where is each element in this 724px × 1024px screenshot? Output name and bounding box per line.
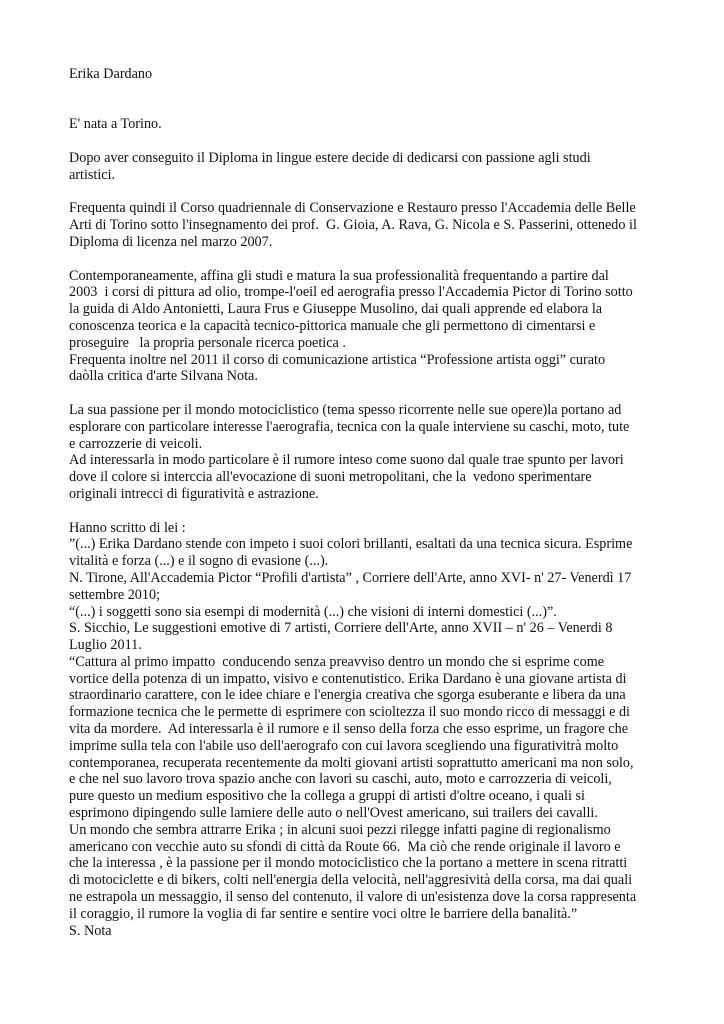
spacer <box>69 100 669 117</box>
text-line: Frequenta quindi il Corso quadriennale di Conservazione e Restauro presso l'Accademia delle Belle <box>69 200 636 217</box>
text-line: Contemporaneamente, affina gli studi e matura la sua professionalità frequentando a partire dal <box>69 267 609 284</box>
text-line: vortice della potenza di un impatto, visivo e contenutistico. Erika Dardano è una giovane artista di <box>69 670 627 687</box>
text-line: il coraggio, il rumore la voglia di far sentire e sentire voci oltre le barriere della banalità.” <box>69 905 578 922</box>
text-line: S. Sicchio, Le suggestioni emotive di 7 artisti, Corriere dell'Arte, anno XVII – n' 26 – Venerdi 8 <box>69 620 613 637</box>
text-line: formazione tecnica che le permette di esprimere con scioltezza il suo mondo ricco di messaggi e di <box>69 704 630 721</box>
spacer <box>69 503 669 520</box>
text-line: Ad interessarla in modo particolare è il rumore inteso come suono dal quale trae spunto per lavori <box>69 452 624 469</box>
paragraph-critica <box>69 520 669 940</box>
spacer <box>69 385 669 402</box>
spacer <box>69 251 669 268</box>
text-line: imprime sulla tela con l'abile uso dell'aerografo con cui lavora scegliendo una figurativitrà molto <box>69 737 619 754</box>
paragraph-passione <box>69 402 669 503</box>
text-line: Hanno scritto di lei : <box>69 519 186 536</box>
text-line: la guida di Aldo Antonietti, Laura Frus e Giuseppe Musolino, dai quali apprende ed elabora la <box>69 301 603 318</box>
text-line: e carrozzerie di veicoli. <box>69 435 203 452</box>
text-line: esprimono dipingendo sulle lamiere delle auto o nell'Ovest americano, sui trailers dei cavalli. <box>69 805 598 822</box>
paragraph-birth: E' nata a Torino. <box>69 116 162 133</box>
text-line: Arti di Torino sotto l'insegnamento dei prof. G. Gioia, A. Rava, G. Nicola e S. Passerini, ottenedo il <box>69 217 637 234</box>
text-line: “Cattura al primo impatto conducendo senza preavviso dentro un mondo che si esprime come <box>69 653 605 670</box>
paragraph-corso <box>69 200 669 250</box>
text-line: contemporanea, recuperata recentemente da molti giovani artisti soprattutto americani ma non solo, <box>69 754 634 771</box>
text-line: Luglio 2011. <box>69 637 142 654</box>
spacer <box>69 83 669 100</box>
document-page <box>69 66 669 939</box>
text-line: straordinario carattere, con le idee chiare e l'energia creativa che sgorga esuberante e libera da una <box>69 687 626 704</box>
text-line: ”(...) Erika Dardano stende con impeto i suoi colori brillanti, esaltati da una tecnica sicura. Esprime <box>69 536 633 553</box>
text-line: che la interessa , è la passione per il mondo motociclistico che la portano a mettere in scena ritratti <box>69 855 628 872</box>
paragraph-contemporaneamente <box>69 268 669 386</box>
text-line: La sua passione per il mondo motociclistico (tema spesso ricorrente nelle sue opere)la portano ad <box>69 401 622 418</box>
text-line: “(...) i soggetti sono sia esempi di modernità (...) che visioni di interni domestici (...)”. <box>69 603 557 620</box>
paragraph-diploma <box>69 150 669 184</box>
text-line: e che nel suo lavoro trova spazio anche con lavori su caschi, auto, moto e carrozzeria di veicoli, <box>69 771 612 788</box>
text-line: ne estrapola un messaggio, il senso del contenuto, il valore di un'esistenza dove la corsa rappresenta <box>69 889 637 906</box>
text-line: artistici. <box>69 166 116 183</box>
text-line: esplorare con particolare interesse l'aerografia, tecnica con la quale interviene su caschi, moto, tute <box>69 418 630 435</box>
text-line: proseguire la propria personale ricerca poetica . <box>69 334 346 351</box>
text-line: dove il colore si interccia all'evocazione di suoni metropolitani, che la vedono sperimentare <box>69 469 592 486</box>
text-line: conoscenza teorica e la capacità tecnico-pittorica manuale che gli permettono di cimentarsi e <box>69 317 596 334</box>
text-line: pure questo un medium espositivo che la collega a gruppi di artisti d'oltre oceano, i quali si <box>69 788 585 805</box>
text-line: Dopo aver conseguito il Diploma in lingue estere decide di dedicarsi con passione agli studi <box>69 149 591 166</box>
text-line: vitalità e forza (...) e il sogno di evasione (...). <box>69 553 329 570</box>
text-line: N. Tirone, All'Accademia Pictor “Profili d'artista” , Corriere dell'Arte, anno XVI- n' 27- Venerdì 17 <box>69 569 632 586</box>
text-line: daòlla critica d'arte Silvana Nota. <box>69 368 258 385</box>
text-line: di motociclette e di bikers, colti nell'energia della velocità, nell'aggresività della corsa, ma dai quali <box>69 872 633 889</box>
spacer <box>69 133 669 150</box>
text-line: Diploma di licenza nel marzo 2007. <box>69 233 273 250</box>
text-line: originali intrecci di figuratività e astrazione. <box>69 485 319 502</box>
text-line: Frequenta inoltre nel 2011 il corso di comunicazione artistica “Professione artista oggi” curato <box>69 351 606 368</box>
text-line: vita da mordere. Ad interessarla è il rumore e il senso della forza che esso esprime, un fragore che <box>69 721 628 738</box>
text-line: americano con vecchie auto su sfondi di città da Route 66. Ma ciò che rende originale il lavoro e <box>69 838 621 855</box>
text-line: S. Nota <box>69 922 112 939</box>
text-line: 2003 i corsi di pittura ad olio, trompe-l'oeil ed aerografia presso l'Accademia Pictor di Torino sotto <box>69 284 633 301</box>
text-line: settembre 2010; <box>69 586 161 603</box>
spacer <box>69 184 669 201</box>
document-title: Erika Dardano <box>69 66 153 82</box>
text-line: Un mondo che sembra attrarre Erika ; in alcuni suoi pezzi rilegge infatti pagine di regionalismo <box>69 821 611 838</box>
